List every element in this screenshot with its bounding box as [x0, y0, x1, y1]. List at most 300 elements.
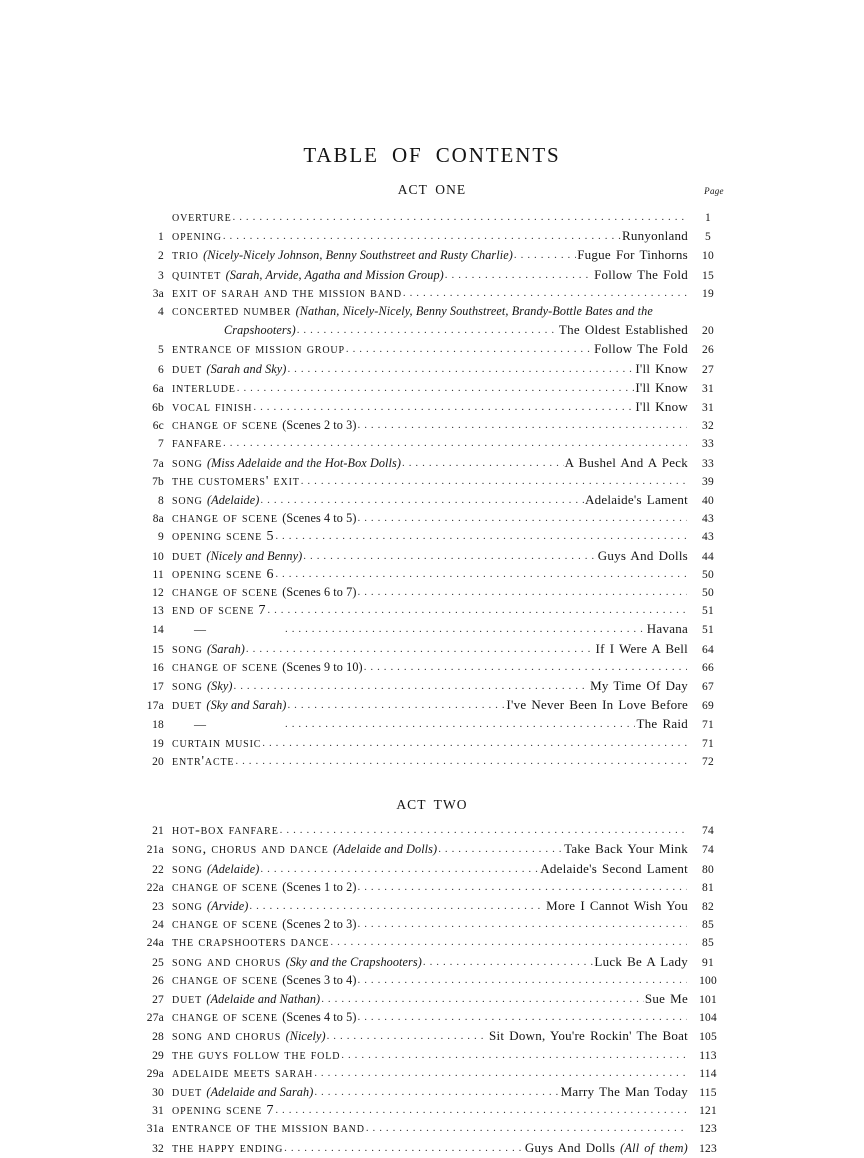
- entry-body: [172, 303, 688, 320]
- entry-number: 24a: [146, 937, 164, 950]
- entry-song-title: Marry The Man Today: [560, 1083, 688, 1099]
- entry-name: quintet (Sarah, Arvide, Agatha and Mission Group): [172, 267, 444, 283]
- entry-page-number: 26: [702, 344, 714, 357]
- entry-name-parenthetical: (Adelaide): [206, 493, 260, 508]
- entry-song-title: Sit Down, You're Rockin' The Boat: [489, 1028, 688, 1044]
- entry-name-parenthetical: (Arvide): [206, 898, 249, 913]
- dot-leader: [235, 757, 687, 769]
- entry-song-title: The Raid: [636, 716, 688, 732]
- entry-number: 6b: [152, 402, 164, 415]
- entry-number: 24: [152, 919, 164, 932]
- entry-body: [172, 528, 688, 545]
- entry-name-parenthetical: (Sky and Sarah): [206, 698, 287, 713]
- entry-page-number: 15: [702, 269, 714, 282]
- toc-entry[interactable]: [136, 1120, 728, 1138]
- toc-entry[interactable]: [136, 860, 728, 879]
- entry-song-title: Adelaide's Second Lament: [540, 860, 688, 876]
- entry-name-scene-note: (Scenes 6 to 7): [282, 585, 357, 600]
- entry-number: 32: [152, 1142, 164, 1155]
- entry-number: 14: [152, 624, 164, 637]
- toc-entry[interactable]: [136, 1027, 728, 1046]
- contents-list: [136, 182, 728, 1158]
- dot-leader: [358, 920, 688, 932]
- toc-entry[interactable]: [136, 417, 728, 435]
- toc-entry[interactable]: [136, 360, 728, 379]
- dot-leader: [253, 403, 634, 415]
- entry-page-number: 80: [702, 863, 714, 876]
- entry-body: [172, 510, 688, 527]
- entry-name: song (Arvide): [172, 898, 249, 914]
- toc-entry[interactable]: [136, 379, 728, 398]
- entry-number: 22a: [146, 881, 164, 894]
- entry-page-number: 39: [702, 475, 714, 488]
- entry-name-parenthetical-continued: Crapshooters): [224, 323, 296, 338]
- entry-number: 22: [152, 863, 164, 876]
- toc-entry[interactable]: [136, 1065, 728, 1083]
- entry-page-number: 19: [702, 287, 714, 300]
- entry-page-number: 64: [702, 643, 714, 656]
- entry-dash-placeholder: —: [194, 717, 206, 732]
- entry-number: 31: [152, 1105, 164, 1118]
- entry-number: 17: [152, 681, 164, 694]
- entry-page-number: 51: [702, 624, 714, 637]
- entry-body: [172, 990, 688, 1008]
- entry-body: [172, 822, 688, 839]
- entry-number: 1: [158, 231, 164, 244]
- entry-song-title: Sue Me: [644, 990, 688, 1006]
- entry-dash-placeholder: —: [194, 622, 206, 637]
- toc-entry[interactable]: [136, 285, 728, 303]
- entry-number: 27a: [146, 1012, 164, 1025]
- entry-body: [172, 696, 688, 714]
- entry-page-number: 123: [699, 1142, 717, 1155]
- entry-song-title: Fugue For Tinhorns: [577, 247, 688, 263]
- toc-entry-line-second: [136, 321, 728, 340]
- toc-entry[interactable]: [136, 528, 728, 546]
- entry-body: [172, 640, 688, 658]
- page-title: TABLE OF CONTENTS: [303, 143, 561, 167]
- entry-page-number: 50: [702, 587, 714, 600]
- toc-entry[interactable]: [136, 916, 728, 934]
- entry-number: 29: [152, 1049, 164, 1062]
- entry-song-title: My Time Of Day: [590, 678, 688, 694]
- entry-name: the customers' exit: [172, 473, 300, 489]
- entry-body: [172, 620, 688, 638]
- dot-leader: [262, 739, 687, 751]
- entry-name-parenthetical: (Nicely): [285, 1029, 326, 1044]
- toc-entry[interactable]: [136, 510, 728, 528]
- entry-body: [172, 266, 688, 284]
- entry-name-parenthetical: (Sky): [206, 679, 233, 694]
- dot-leader: [260, 496, 584, 508]
- toc-entry[interactable]: [136, 1102, 728, 1120]
- entry-name-scene-note: (Scenes 2 to 3): [282, 917, 357, 932]
- entry-name-parenthetical: (Adelaide): [206, 861, 260, 876]
- entry-body: [172, 209, 688, 226]
- entry-page-number: 20: [702, 325, 714, 338]
- entry-body: [172, 398, 688, 416]
- dot-leader: [223, 440, 687, 452]
- entry-name: change of scene (Scenes 4 to 5): [172, 1010, 357, 1026]
- entry-number: 3: [158, 269, 164, 282]
- entry-body: [172, 547, 688, 565]
- toc-entry[interactable]: [136, 340, 728, 359]
- toc-entry[interactable]: [136, 972, 728, 990]
- entry-song-title: Guys And Dolls: [597, 547, 688, 563]
- toc-entry[interactable]: [136, 715, 728, 734]
- toc-entry[interactable]: [136, 822, 728, 840]
- entry-number: 30: [152, 1086, 164, 1099]
- entry-page-number: 69: [702, 700, 714, 713]
- entry-body: [172, 285, 688, 302]
- entry-page-number: 10: [702, 250, 714, 263]
- dot-leader: [275, 1106, 687, 1118]
- entry-name-parenthetical: (Adelaide and Nathan): [206, 991, 321, 1006]
- entry-name-continued: [224, 322, 296, 339]
- entry-body: [172, 1047, 688, 1064]
- entry-number: 5: [158, 344, 164, 357]
- entry-page-number: 5: [705, 231, 711, 244]
- entry-name: change of scene (Scenes 4 to 5): [172, 511, 357, 527]
- toc-entry[interactable]: [136, 953, 728, 972]
- entry-body: [172, 735, 688, 752]
- entry-page-number: 67: [702, 681, 714, 694]
- entry-number: 11: [152, 568, 164, 581]
- entry-page-number: 82: [702, 900, 714, 913]
- entry-page-number: 121: [699, 1105, 717, 1118]
- dot-leader: [249, 902, 545, 914]
- dot-leader: [358, 514, 688, 526]
- entry-name: exit of sarah and the mission band: [172, 285, 402, 301]
- entry-name-parenthetical: (Nicely-Nicely Johnson, Benny Southstreet and Rusty Charlie): [203, 248, 513, 263]
- entry-page-number: 33: [702, 457, 714, 470]
- entry-page-number: 114: [699, 1067, 717, 1080]
- entry-page-number: 123: [699, 1123, 717, 1136]
- entry-number: 15: [152, 643, 164, 656]
- dot-leader: [364, 663, 687, 675]
- dot-leader: [438, 846, 563, 858]
- entry-name-scene-note: (Scenes 9 to 10): [282, 659, 363, 674]
- entry-body: [172, 379, 688, 397]
- dot-leader: [402, 459, 564, 471]
- entry-name: song (Miss Adelaide and the Hot-Box Dolls): [172, 455, 402, 471]
- entry-number: 18: [152, 719, 164, 732]
- entry-page-number: 105: [699, 1031, 717, 1044]
- entry-name: concerted number (Nathan, Nicely-Nicely, Benny Southstreet, Brandy-Bottle Bates and the: [172, 304, 653, 320]
- toc-entry[interactable]: [136, 897, 728, 916]
- entry-song-title: I'll Know: [635, 360, 688, 376]
- toc-entry[interactable]: [136, 227, 728, 246]
- entry-number: 3a: [152, 287, 164, 300]
- entry-page-number: 113: [699, 1049, 717, 1062]
- dot-leader: [233, 213, 687, 225]
- entry-song-title: Adelaide's Lament: [584, 492, 688, 508]
- entry-song-title: More I Cannot Wish You: [546, 897, 688, 913]
- act-two-entries: [136, 822, 728, 1158]
- entry-name: opening: [172, 229, 222, 245]
- entry-name: duet (Sarah and Sky): [172, 361, 287, 377]
- entry-song-title: I've Never Been In Love Before: [506, 697, 688, 713]
- entry-name: duet (Adelaide and Sarah): [172, 1084, 314, 1100]
- entry-page-number: 115: [699, 1086, 717, 1099]
- dot-leader: [301, 477, 687, 489]
- entry-page-number: 51: [702, 605, 714, 618]
- entry-number: 25: [152, 956, 164, 969]
- toc-entry[interactable]: [136, 1009, 728, 1027]
- dot-leader: [285, 721, 635, 733]
- entry-name: end of scene 7: [172, 603, 267, 619]
- entry-name: the crapshooters dance: [172, 935, 330, 951]
- entry-page-number: 66: [702, 661, 714, 674]
- toc-entry[interactable]: [136, 934, 728, 952]
- toc-entry-line-first: [136, 303, 728, 321]
- entry-song-title: Take Back Your Mink: [564, 841, 688, 857]
- entry-page-number: 101: [699, 993, 717, 1006]
- dot-leader: [358, 883, 688, 895]
- entry-number: 28: [152, 1031, 164, 1044]
- entry-body: [172, 916, 688, 933]
- entry-song-title: A Bushel And A Peck: [564, 454, 688, 470]
- dot-leader: [366, 1125, 687, 1137]
- entry-body: [172, 1139, 688, 1157]
- entry-body: [172, 340, 688, 358]
- entry-body: [172, 435, 688, 452]
- entry-song-title: I'll Know: [635, 379, 688, 395]
- toc-entry[interactable]: [136, 398, 728, 417]
- dot-leader: [284, 1144, 524, 1156]
- entry-page-number: 81: [702, 881, 714, 894]
- toc-entry[interactable]: [136, 1083, 728, 1102]
- entry-name: change of scene (Scenes 2 to 3): [172, 418, 357, 434]
- dot-leader: [285, 626, 646, 638]
- entry-name: opening scene 7: [172, 1103, 275, 1119]
- entry-body: [172, 840, 688, 858]
- entry-name-parenthetical: (Adelaide and Sarah): [206, 1084, 314, 1099]
- entry-number: 12: [152, 587, 164, 600]
- entry-name: adelaide meets sarah: [172, 1065, 314, 1081]
- toc-entry[interactable]: [136, 454, 728, 473]
- entry-number: 19: [152, 737, 164, 750]
- entry-body: [172, 953, 688, 971]
- entry-number: 17a: [146, 700, 164, 713]
- entry-song-title-parenthetical: (All of them): [620, 1140, 688, 1155]
- entry-page-number: 31: [702, 382, 714, 395]
- entry-name-parenthetical: (Adelaide and Dolls): [332, 842, 438, 857]
- entry-number: 21: [152, 825, 164, 838]
- dot-leader: [423, 958, 594, 970]
- entry-number: 7b: [152, 475, 164, 488]
- entry-number: 21a: [146, 844, 164, 857]
- act-two-section: [136, 797, 728, 1158]
- entry-number: 20: [152, 755, 164, 768]
- entry-name: song (Sky): [172, 679, 233, 695]
- dot-leader: [267, 606, 687, 618]
- entry-number: 26: [152, 974, 164, 987]
- entry-page-number: 104: [699, 1012, 717, 1025]
- entry-name: fanfare: [172, 436, 223, 452]
- dot-leader: [275, 533, 687, 545]
- entry-number: 7: [158, 438, 164, 451]
- entry-number: 16: [152, 661, 164, 674]
- entry-page-number: 74: [702, 825, 714, 838]
- entry-body: [172, 934, 688, 951]
- entry-name: change of scene (Scenes 6 to 7): [172, 585, 357, 601]
- entry-body: [172, 602, 688, 619]
- entry-page-number: 43: [702, 531, 714, 544]
- toc-entry[interactable]: [136, 840, 728, 859]
- entry-page-number: 71: [702, 737, 714, 750]
- entry-number: 9: [158, 531, 164, 544]
- entry-page-number: 72: [702, 755, 714, 768]
- entry-song-title: The Oldest Established: [558, 322, 688, 338]
- dot-leader: [297, 326, 558, 338]
- toc-entry[interactable]: [136, 566, 728, 584]
- entry-body: [172, 360, 688, 378]
- entry-song-title: I'll Know: [635, 399, 688, 415]
- toc-entry[interactable]: [136, 677, 728, 696]
- dot-leader: [303, 552, 596, 564]
- entry-name: hot-box fanfare: [172, 823, 279, 839]
- toc-entry[interactable]: [136, 1139, 728, 1158]
- toc-entry[interactable]: [136, 547, 728, 566]
- dot-leader: [358, 588, 688, 600]
- entry-number: 27: [152, 993, 164, 1006]
- entry-number: 10: [152, 550, 164, 563]
- toc-entry[interactable]: [136, 753, 728, 771]
- dot-leader: [358, 1013, 688, 1025]
- toc-entry[interactable]: [136, 696, 728, 715]
- toc-entry[interactable]: [136, 584, 728, 602]
- entry-body: [172, 860, 688, 878]
- dot-leader: [234, 682, 590, 694]
- entry-body: [172, 879, 688, 896]
- toc-entry[interactable]: [136, 735, 728, 753]
- entry-name: overture: [172, 210, 232, 225]
- act-one-heading: ACT ONE: [397, 182, 467, 197]
- entry-name: the happy ending: [172, 1140, 284, 1156]
- entry-body: [172, 454, 688, 472]
- entry-name: song (Sarah): [172, 641, 245, 657]
- entry-song-title: Runyonland: [621, 228, 688, 244]
- toc-entry[interactable]: [136, 620, 728, 639]
- entry-page-number: 71: [702, 719, 714, 732]
- toc-entry[interactable]: [136, 266, 728, 285]
- entry-page-number: 85: [702, 937, 714, 950]
- dot-leader: [287, 701, 505, 713]
- entry-name-scene-note: (Scenes 2 to 3): [282, 418, 357, 433]
- entry-body: [172, 1102, 688, 1119]
- entry-song-title: Havana: [646, 621, 688, 637]
- toc-entry[interactable]: [136, 879, 728, 897]
- entry-body: [172, 715, 688, 733]
- entry-body-continued: [172, 321, 688, 339]
- dot-leader: [341, 1051, 687, 1063]
- toc-entry[interactable]: [136, 473, 728, 491]
- entry-body: [172, 584, 688, 601]
- entry-name: interlude: [172, 380, 236, 396]
- entry-body: [172, 417, 688, 434]
- entry-body: [172, 246, 688, 264]
- toc-entry[interactable]: [136, 246, 728, 265]
- toc-entry[interactable]: [136, 1047, 728, 1065]
- act-one-section: [136, 182, 728, 771]
- entry-number: 4: [158, 306, 164, 319]
- dot-leader: [321, 995, 644, 1007]
- entry-page-number: 44: [702, 550, 714, 563]
- dot-leader: [358, 976, 688, 988]
- toc-entry[interactable]: [136, 659, 728, 677]
- dot-leader: [314, 1069, 687, 1081]
- dot-leader: [330, 939, 687, 951]
- entry-page-number: 50: [702, 568, 714, 581]
- entry-name: entrance of mission group: [172, 342, 345, 358]
- dot-leader: [275, 570, 687, 582]
- dot-leader: [445, 271, 593, 283]
- toc-entry[interactable]: [136, 303, 728, 340]
- entry-page-number: 32: [702, 420, 714, 433]
- entry-name-scene-note: (Scenes 3 to 4): [282, 972, 357, 987]
- entry-name: entr'acte: [172, 753, 235, 769]
- entry-body: [172, 473, 688, 490]
- entry-song-title: Follow The Fold: [594, 341, 688, 357]
- entry-song-title: If I Were A Bell: [595, 640, 688, 656]
- entry-body: [172, 566, 688, 583]
- entry-page-number: 40: [702, 495, 714, 508]
- entry-name: opening scene 5: [172, 529, 275, 545]
- toc-entry[interactable]: [136, 435, 728, 453]
- entry-name-parenthetical: (Sky and the Crapshooters): [285, 954, 422, 969]
- entry-name: change of scene (Scenes 9 to 10): [172, 659, 363, 675]
- toc-entry[interactable]: [136, 990, 728, 1009]
- entry-page-number: 74: [702, 844, 714, 857]
- entry-name: duet (Sky and Sarah): [172, 698, 287, 714]
- entry-page-number: 100: [699, 974, 717, 987]
- entry-body: [172, 972, 688, 989]
- dot-leader: [246, 645, 595, 657]
- entry-body: [172, 897, 688, 915]
- toc-entry[interactable]: [136, 209, 728, 227]
- entry-number: 29a: [146, 1067, 164, 1080]
- entry-page-number: 1: [705, 212, 711, 224]
- entry-body: [172, 491, 688, 509]
- dot-leader: [403, 289, 687, 301]
- entry-number: 23: [152, 900, 164, 913]
- dot-leader: [223, 232, 621, 244]
- entry-song-title: Luck Be A Lady: [594, 953, 688, 969]
- entry-number: 8a: [152, 513, 164, 526]
- entry-name: opening scene 6: [172, 566, 275, 582]
- entry-name-parenthetical: (Sarah and Sky): [206, 361, 287, 376]
- dot-leader: [237, 384, 635, 396]
- toc-entry[interactable]: [136, 602, 728, 620]
- entry-page-number: 31: [702, 402, 714, 415]
- dot-leader: [287, 365, 634, 377]
- entry-body: [172, 677, 688, 695]
- entry-page-number: 43: [702, 513, 714, 526]
- entry-number: 13: [152, 605, 164, 618]
- entry-name: change of scene (Scenes 1 to 2): [172, 879, 357, 895]
- entry-name-parenthetical: (Nathan, Nicely-Nicely, Benny Southstreet, Brandy-Bottle Bates and the: [295, 304, 653, 319]
- toc-entry[interactable]: [136, 640, 728, 659]
- entry-name-parenthetical: (Sarah): [206, 641, 245, 656]
- toc-entry[interactable]: [136, 491, 728, 510]
- entry-body: [172, 1009, 688, 1026]
- entry-name: song and chorus (Sky and the Crapshooters): [172, 954, 422, 970]
- entry-page-number: 33: [702, 438, 714, 451]
- entry-song-title: Guys And Dolls (All of them): [524, 1139, 688, 1155]
- entry-name-scene-note: (Scenes 4 to 5): [282, 1010, 357, 1025]
- entry-name: duet (Adelaide and Nathan): [172, 991, 321, 1007]
